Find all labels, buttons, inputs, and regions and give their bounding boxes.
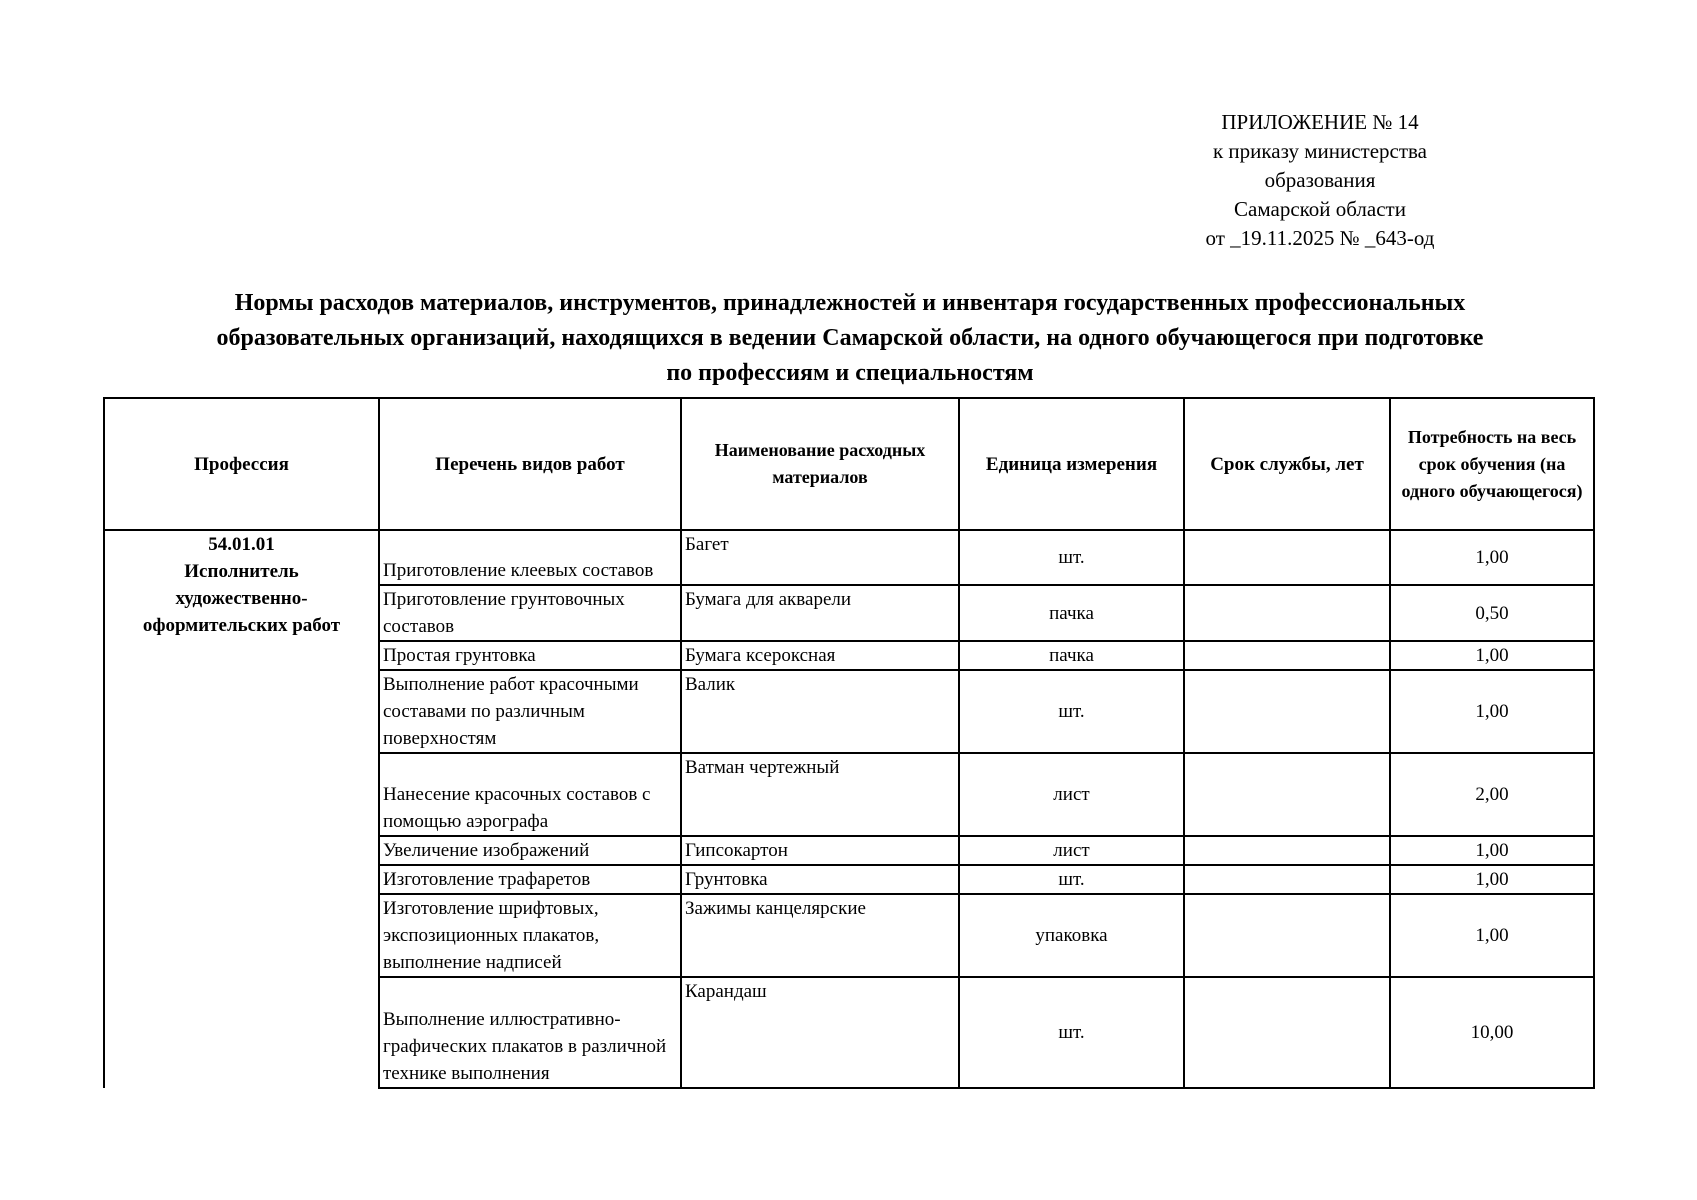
work-cell: Изготовление шрифтовых, экспозиционных плакатов, выполнение надписей	[379, 894, 681, 977]
appendix-order-line: к приказу министерства	[1212, 139, 1428, 163]
unit-cell: шт.	[959, 670, 1184, 753]
material-cell: Бумага ксероксная	[681, 641, 959, 670]
profession-name-line-3: оформительских работ	[142, 615, 341, 636]
quantity-cell: 2,00	[1390, 753, 1594, 836]
header-need: Потребность на весь срок обучения (на одного обучающегося)	[1390, 398, 1594, 530]
unit-cell: пачка	[959, 641, 1184, 670]
service-life-cell	[1184, 836, 1390, 865]
service-life-cell	[1184, 894, 1390, 977]
service-life-cell	[1184, 530, 1390, 585]
appendix-ministry-line: образования	[1264, 168, 1376, 192]
service-life-cell	[1184, 670, 1390, 753]
unit-cell: лист	[959, 836, 1184, 865]
norms-table	[103, 397, 1595, 1089]
unit-cell: упаковка	[959, 894, 1184, 977]
quantity-cell: 1,00	[1390, 894, 1594, 977]
unit-cell: пачка	[959, 585, 1184, 641]
work-cell: Выполнение работ красочными составами по различным поверхностям	[379, 670, 681, 753]
material-cell: Ватман чертежный	[681, 753, 959, 836]
title-line-3: по профессиям и специальностям	[666, 360, 1034, 386]
appendix-block	[1080, 108, 1560, 253]
document-title	[90, 286, 1610, 391]
quantity-cell: 1,00	[1390, 641, 1594, 670]
unit-cell: шт.	[959, 865, 1184, 894]
quantity-cell: 1,00	[1390, 670, 1594, 753]
unit-cell: лист	[959, 753, 1184, 836]
work-cell: Изготовление трафаретов	[379, 865, 681, 894]
service-life-cell	[1184, 585, 1390, 641]
appendix-date-line: от _19.11.2025 № _643-од	[1205, 226, 1435, 250]
unit-cell: шт.	[959, 530, 1184, 585]
appendix-region-line: Самарской области	[1234, 197, 1406, 221]
table-row	[104, 530, 1594, 585]
quantity-cell: 1,00	[1390, 865, 1594, 894]
title-line-1: Нормы расходов материалов, инструментов, принадлежностей и инвентаря государственных профессиональных	[234, 290, 1466, 316]
work-cell: Простая грунтовка	[379, 641, 681, 670]
profession-name-line-2: художественно-	[175, 588, 308, 609]
quantity-cell: 1,00	[1390, 836, 1594, 865]
table-header-row	[104, 398, 1594, 530]
material-cell: Гипсокартон	[681, 836, 959, 865]
material-cell: Валик	[681, 670, 959, 753]
material-cell: Карандаш	[681, 977, 959, 1088]
material-cell: Багет	[681, 530, 959, 585]
work-cell: Нанесение красочных составов с помощью аэрографа	[379, 753, 681, 836]
material-cell: Грунтовка	[681, 865, 959, 894]
title-line-2: образовательных организаций, находящихся в ведении Самарской области, на одного обучающегося при подготовке	[216, 325, 1484, 351]
service-life-cell	[1184, 753, 1390, 836]
profession-code: 54.01.01	[208, 534, 275, 555]
profession-name-line-1: Исполнитель	[184, 561, 299, 582]
service-life-cell	[1184, 641, 1390, 670]
quantity-cell: 0,50	[1390, 585, 1594, 641]
quantity-cell: 1,00	[1390, 530, 1594, 585]
service-life-cell	[1184, 865, 1390, 894]
material-cell: Бумага для акварели	[681, 585, 959, 641]
service-life-cell	[1184, 977, 1390, 1088]
header-materials: Наименование расходных материалов	[681, 398, 959, 530]
header-unit: Единица измерения	[959, 398, 1184, 530]
header-works: Перечень видов работ	[379, 398, 681, 530]
quantity-cell: 10,00	[1390, 977, 1594, 1088]
work-cell: Приготовление клеевых составов	[379, 530, 681, 585]
appendix-number: ПРИЛОЖЕНИЕ № 14	[1221, 110, 1419, 134]
header-service-life: Срок службы, лет	[1184, 398, 1390, 530]
material-cell: Зажимы канцелярские	[681, 894, 959, 977]
work-cell: Выполнение иллюстративно-графических плакатов в различной технике выполнения	[379, 977, 681, 1088]
profession-cell	[104, 530, 379, 1088]
unit-cell: шт.	[959, 977, 1184, 1088]
work-cell: Приготовление грунтовочных составов	[379, 585, 681, 641]
header-profession: Профессия	[104, 398, 379, 530]
work-cell: Увеличение изображений	[379, 836, 681, 865]
